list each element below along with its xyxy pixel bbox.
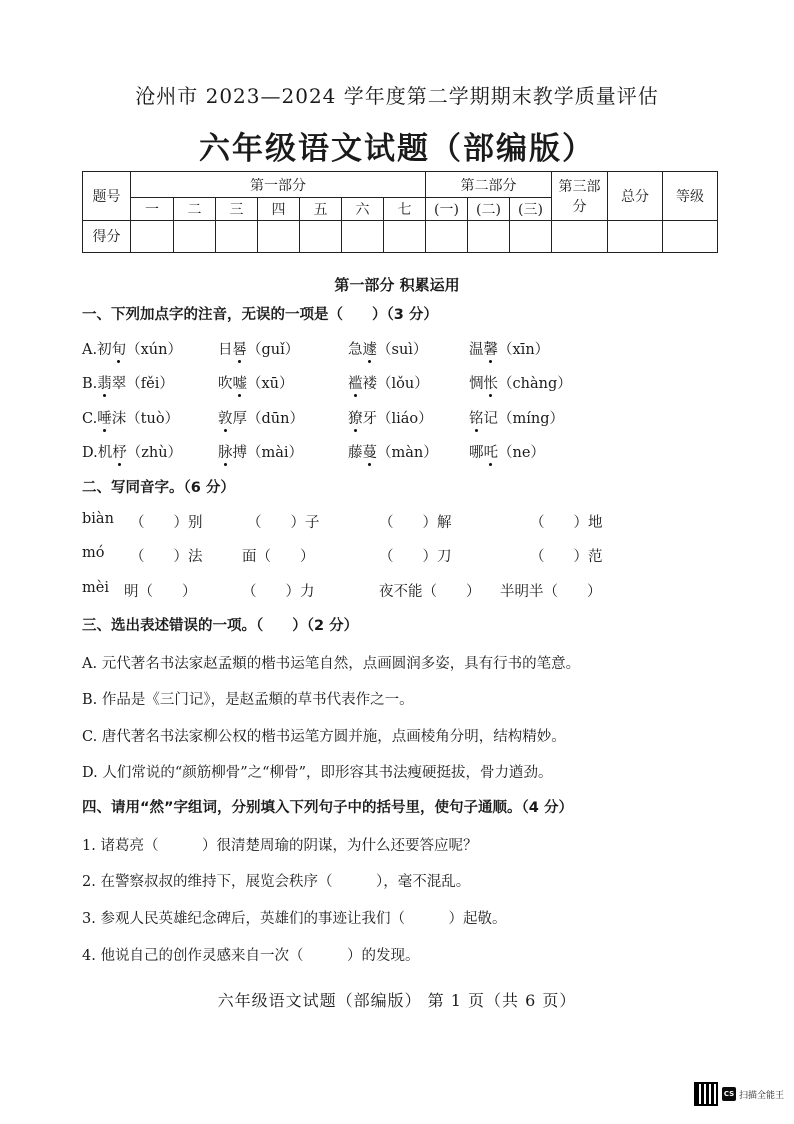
word-prefix: 初 bbox=[97, 342, 112, 358]
score-cell[interactable] bbox=[131, 220, 174, 252]
dotted-character: 遽 bbox=[362, 342, 377, 358]
qr-code-icon bbox=[694, 1082, 718, 1106]
pinyin-label: mó bbox=[82, 545, 105, 561]
word-prefix: 吹 bbox=[218, 376, 233, 392]
score-item: (一) bbox=[426, 198, 468, 220]
question-1-word bbox=[469, 407, 564, 428]
question-1-word bbox=[469, 372, 572, 393]
score-item: 一 bbox=[131, 198, 174, 220]
word-pinyin: （suì） bbox=[377, 342, 428, 358]
score-cell[interactable] bbox=[258, 220, 300, 252]
word-prefix: 急 bbox=[348, 342, 363, 358]
question-4-item[interactable]: 2. 在警察叔叔的维持下，展览会秩序（ ），毫不混乱。 bbox=[82, 874, 471, 890]
option-letter: A. bbox=[82, 342, 98, 358]
word-pinyin: 厚（dūn） bbox=[232, 411, 304, 427]
score-item: (三) bbox=[510, 198, 552, 220]
option-letter: D. bbox=[82, 445, 98, 461]
word-pinyin: （ne） bbox=[498, 445, 545, 461]
camscanner-logo-icon: CS bbox=[722, 1087, 736, 1101]
question-1-stem: 一、下列加点字的注音，无误的一项是（ ）（3 分） bbox=[82, 307, 438, 323]
fill-blank[interactable]: 面（ ） bbox=[242, 549, 315, 565]
score-item: 五 bbox=[300, 198, 342, 220]
dotted-character: 嘘 bbox=[232, 376, 247, 392]
word-pinyin: （chàng） bbox=[498, 376, 572, 392]
score-total: 总分 bbox=[608, 172, 663, 221]
score-cell[interactable] bbox=[342, 220, 384, 252]
score-item: 七 bbox=[384, 198, 426, 220]
question-1-word bbox=[218, 441, 303, 462]
question-1-word bbox=[82, 407, 179, 428]
question-2-stem: 二、写同音字。（6 分） bbox=[82, 480, 235, 496]
score-cell[interactable] bbox=[426, 220, 468, 252]
question-1-word bbox=[82, 441, 182, 462]
question-3-option-b[interactable]: B. 作品是《三门记》，是赵孟頫的草书代表作之一。 bbox=[82, 692, 414, 708]
word-pinyin: 牙（liáo） bbox=[362, 411, 433, 427]
fill-blank[interactable]: （ ）力 bbox=[242, 584, 315, 600]
scanner-name: 扫描全能王 bbox=[739, 1090, 785, 1101]
fill-blank[interactable]: 明（ ） bbox=[124, 584, 197, 600]
dotted-character: 脉 bbox=[218, 445, 233, 461]
question-1-word bbox=[348, 407, 433, 428]
score-table bbox=[82, 171, 718, 253]
score-item: 三 bbox=[216, 198, 258, 220]
fill-blank[interactable]: （ ）地 bbox=[530, 515, 603, 531]
fill-blank[interactable]: （ ）别 bbox=[130, 515, 203, 531]
section-title: 第一部分 积累运用 bbox=[334, 276, 460, 294]
question-1-word bbox=[82, 338, 182, 359]
score-item: 六 bbox=[342, 198, 384, 220]
question-1-word bbox=[218, 338, 299, 359]
score-cell[interactable] bbox=[468, 220, 510, 252]
word-prefix: 日 bbox=[218, 342, 233, 358]
dotted-character: 旬 bbox=[111, 342, 127, 358]
score-cell[interactable] bbox=[300, 220, 342, 252]
word-pinyin: 记（míng） bbox=[483, 411, 565, 427]
fill-blank[interactable]: （ ）子 bbox=[247, 515, 320, 531]
question-4-item[interactable]: 4. 他说自己的创作灵感来自一次（ ）的发现。 bbox=[82, 948, 420, 964]
score-item: 二 bbox=[174, 198, 216, 220]
question-1-word bbox=[469, 338, 549, 359]
scanner-badge bbox=[694, 1077, 784, 1111]
word-pinyin: （xū） bbox=[247, 376, 294, 392]
dotted-character: 唾 bbox=[97, 411, 112, 427]
question-4-stem: 四、请用“然”字组词，分别填入下列句子中的括号里，使句子通顺。（4 分） bbox=[82, 800, 573, 816]
word-pinyin: （guǐ） bbox=[247, 342, 300, 358]
fill-blank[interactable]: 半明半（ ） bbox=[500, 584, 602, 600]
pinyin-label: mèi bbox=[82, 580, 109, 596]
score-cell[interactable] bbox=[216, 220, 258, 252]
score-item: 四 bbox=[258, 198, 300, 220]
word-pinyin: （màn） bbox=[377, 445, 438, 461]
question-1-word bbox=[82, 372, 174, 393]
question-1-word bbox=[469, 441, 545, 462]
score-cell[interactable] bbox=[663, 220, 718, 252]
option-letter: C. bbox=[82, 411, 98, 427]
dotted-character: 晷 bbox=[232, 342, 247, 358]
dotted-character: 杼 bbox=[112, 445, 127, 461]
fill-blank[interactable]: （ ）法 bbox=[130, 549, 203, 565]
question-3-stem: 三、选出表述错误的一项。（ ）（2 分） bbox=[82, 618, 359, 634]
score-part1: 第一部分 bbox=[131, 172, 426, 198]
score-cell[interactable] bbox=[552, 220, 608, 252]
word-pinyin: （xún） bbox=[126, 342, 182, 358]
fill-blank[interactable]: （ ）刀 bbox=[379, 549, 452, 565]
score-row-label: 得分 bbox=[83, 220, 131, 252]
word-prefix: 藤 bbox=[348, 445, 363, 461]
word-pinyin: 褛（lǒu） bbox=[362, 376, 429, 392]
word-pinyin: （xīn） bbox=[498, 342, 550, 358]
question-1-word bbox=[348, 441, 438, 462]
word-prefix: 惆 bbox=[469, 376, 484, 392]
score-part3: 第三部分 bbox=[552, 172, 608, 221]
page-footer: 六年级语文试题（部编版） 第 1 页（共 6 页） bbox=[217, 991, 577, 1010]
score-cell[interactable] bbox=[608, 220, 663, 252]
dotted-character: 铭 bbox=[469, 411, 484, 427]
pinyin-label: biàn bbox=[82, 511, 114, 527]
word-pinyin: 搏（mài） bbox=[232, 445, 304, 461]
option-letter: B. bbox=[82, 376, 98, 392]
dotted-character: 吒 bbox=[483, 445, 498, 461]
question-4-item[interactable]: 3. 参观人民英雄纪念碑后，英雄们的事迹让我们（ ）起敬。 bbox=[82, 911, 507, 927]
question-3-option-d[interactable]: D. 人们常说的“颜筋柳骨”之“柳骨”，即形容其书法瘦硬挺拔，骨力遒劲。 bbox=[82, 765, 553, 781]
score-cell[interactable] bbox=[510, 220, 552, 252]
score-grade: 等级 bbox=[663, 172, 718, 221]
dotted-character: 怅 bbox=[483, 376, 498, 392]
question-1-word bbox=[348, 372, 429, 393]
score-part2: 第二部分 bbox=[426, 172, 552, 198]
dotted-character: 褴 bbox=[348, 376, 363, 392]
word-prefix: 机 bbox=[97, 445, 113, 461]
score-label-col: 题号 bbox=[83, 172, 131, 221]
question-4-item[interactable]: 1. 诸葛亮（ ）很清楚周瑜的阴谋，为什么还要答应呢？ bbox=[82, 838, 478, 854]
question-1-word bbox=[218, 407, 304, 428]
fill-blank[interactable]: （ ）范 bbox=[530, 549, 603, 565]
question-1-word bbox=[218, 372, 294, 393]
fill-blank[interactable]: 夜不能（ ） bbox=[379, 584, 481, 600]
score-cell[interactable] bbox=[174, 220, 216, 252]
score-cell[interactable] bbox=[384, 220, 426, 252]
word-pinyin: 沫（tuò） bbox=[111, 411, 180, 427]
word-prefix: 温 bbox=[469, 342, 484, 358]
score-item: (二) bbox=[468, 198, 510, 220]
question-3-option-a[interactable]: A. 元代著名书法家赵孟頫的楷书运笔自然，点画圆润多姿，具有行书的笔意。 bbox=[82, 656, 581, 672]
word-pinyin: （zhù） bbox=[126, 445, 183, 461]
fill-blank[interactable]: （ ）解 bbox=[379, 515, 452, 531]
dotted-character: 馨 bbox=[483, 342, 498, 358]
dotted-character: 敦 bbox=[218, 411, 233, 427]
dotted-character: 翡 bbox=[97, 376, 112, 392]
question-1-word bbox=[348, 338, 427, 359]
word-pinyin: 翠（fěi） bbox=[111, 376, 174, 392]
exam-subtitle: 六年级语文试题（部编版） bbox=[199, 131, 595, 167]
question-3-option-c[interactable]: C. 唐代著名书法家柳公权的楷书运笔方圆并施，点画棱角分明，结构精妙。 bbox=[82, 729, 566, 745]
dotted-character: 蔓 bbox=[362, 445, 377, 461]
exam-title: 沧州市 2023—2024 学年度第二学期期末教学质量评估 bbox=[135, 84, 659, 108]
word-prefix: 哪 bbox=[469, 445, 484, 461]
dotted-character: 獠 bbox=[348, 411, 363, 427]
